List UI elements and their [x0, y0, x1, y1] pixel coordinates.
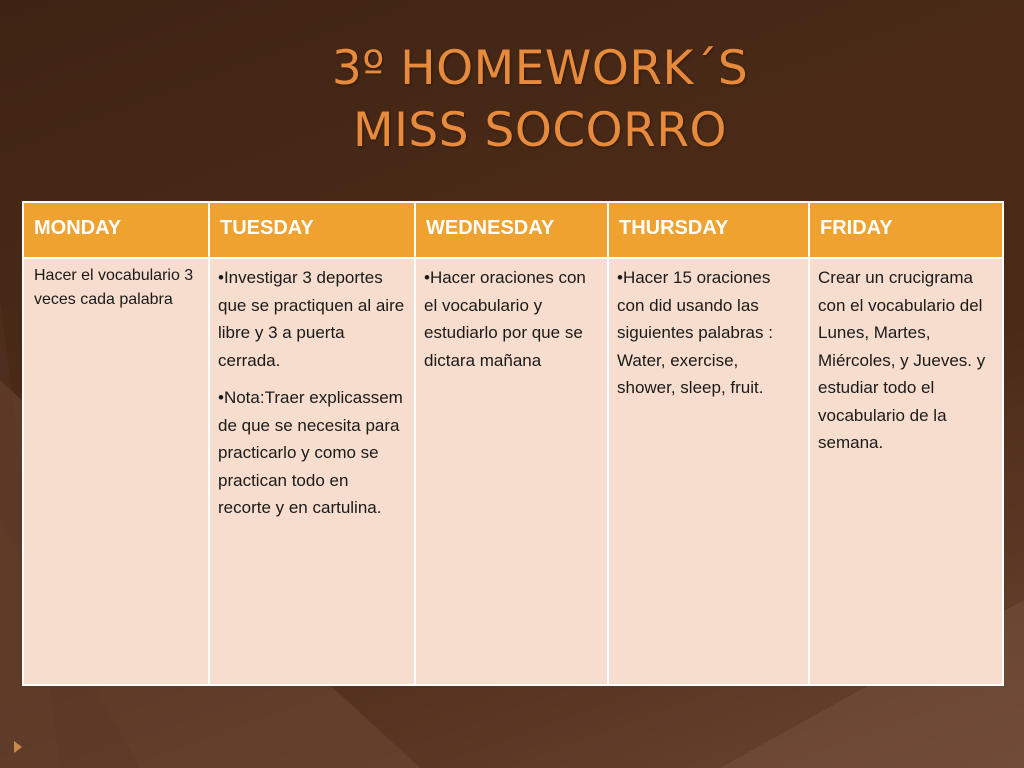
header-wednesday: WEDNESDAY [415, 202, 608, 258]
cell-thursday: •Hacer 15 oraciones con did usando las siguientes palabras : Water, exercise, shower, sleep, fruit. [608, 258, 809, 685]
cell-friday: Crear un crucigrama con el vocabulario del Lunes, Martes, Miércoles, y Jueves. y estudiar todo el vocabulario de la semana. [809, 258, 1003, 685]
tuesday-paragraph-1: •Investigar 3 deportes que se practiquen al aire libre y 3 a puerta cerrada. [218, 268, 405, 370]
cell-monday: Hacer el vocabulario 3 veces cada palabra [23, 258, 209, 685]
table-row [23, 258, 1003, 685]
homework-table [22, 201, 1004, 686]
title-line-2: MISS SOCORRO [353, 103, 727, 158]
cell-tuesday [209, 258, 415, 685]
header-tuesday: TUESDAY [209, 202, 415, 258]
header-thursday: THURSDAY [608, 202, 809, 258]
title-line-1: 3º HOMEWORK´S [331, 41, 749, 96]
header-row [23, 202, 1003, 258]
header-friday: FRIDAY [809, 202, 1003, 258]
cell-wednesday: •Hacer oraciones con el vocabulario y estudiarlo por que se dictara mañana [415, 258, 608, 685]
tuesday-paragraph-2: •Nota:Traer explicassem de que se necesita para practicarlo y como se practican todo en recorte y en cartulina. [218, 388, 403, 517]
header-monday: MONDAY [23, 202, 209, 258]
slide-title [0, 38, 1024, 162]
slide-nav-arrow-icon[interactable] [14, 741, 22, 753]
